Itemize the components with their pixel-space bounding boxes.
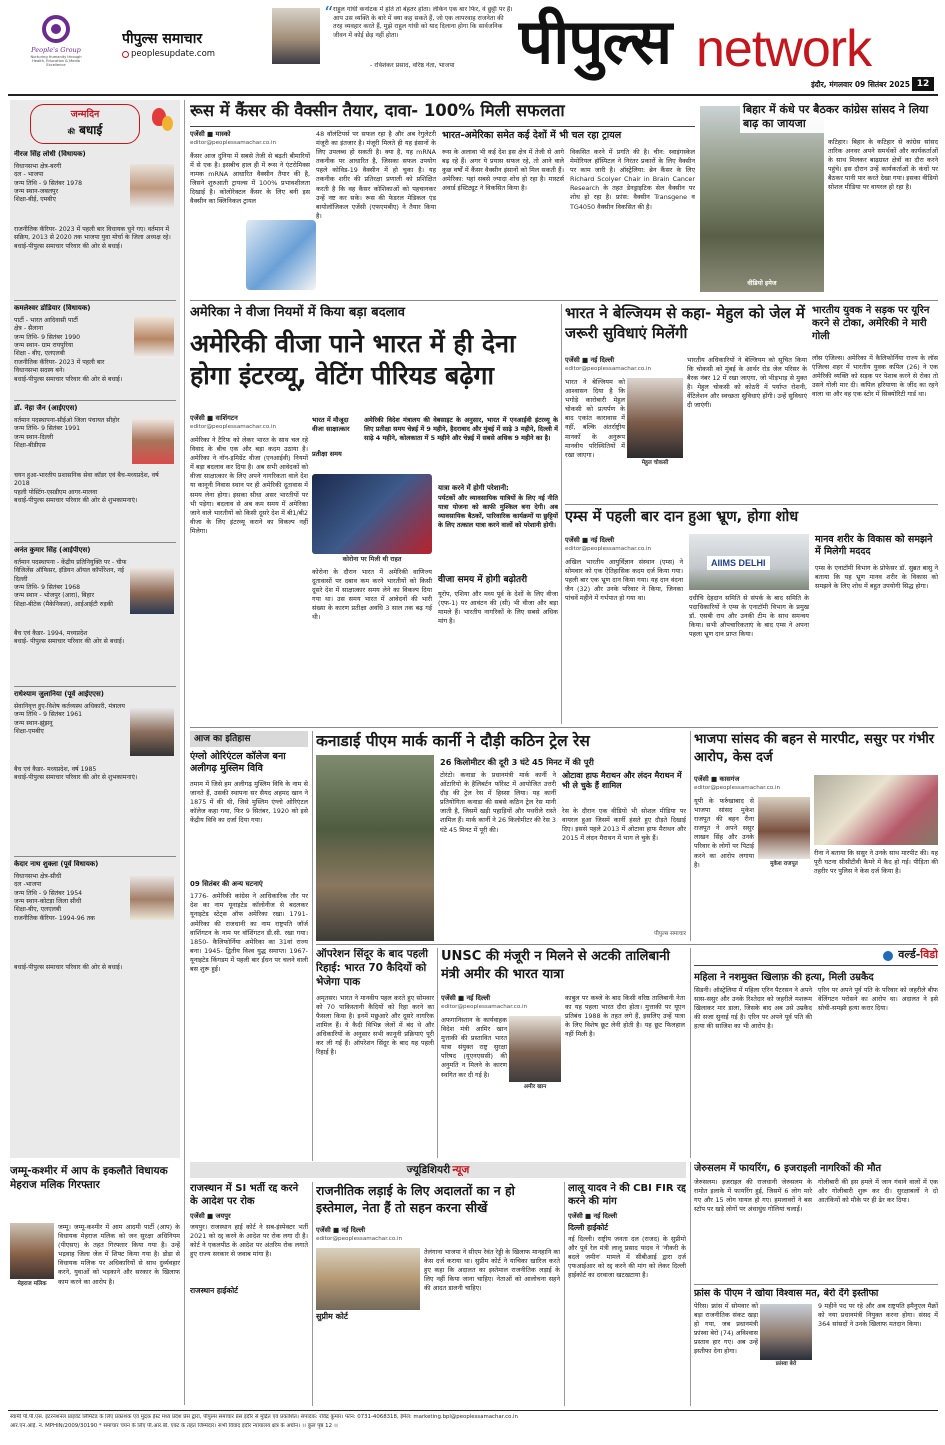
person-detail: बधाई-पीपुल्स समाचार परिवार की ओर से बधाई।: [14, 375, 123, 383]
person-detail: जन्म स्थान-जबलपुर: [14, 188, 59, 196]
bihar-body: कटिहार। बिहार के कटिहार से कांग्रेस सांसद तारिक अनवर अपने समर्थकों और कार्यकर्ताओं के साथ मिलकर बाढ़ग्रस्त क्षेत्रों का दौरा करने पहुंचे। इस दौरान उन्हें कार्यकर्ताओं के कंधों पर बैठकर पानी पार करते देखा गया। इसका वीडियो सोशल मीडिया पर वायरल हो रहा है।: [828, 138, 938, 192]
visa-box-label-1: भारत में मौजूदा वीजा साक्षात्कार: [312, 416, 350, 433]
group-name: People's Group: [31, 46, 81, 54]
courts-body: तेलंगाना भाजपा ने सीएम रेवंत रेड्डी के खिलाफ मानहानि का केस दर्ज कराया था। सुप्रीम कोर्ट ने याचिका खारिज करते हुए कहा कि अदालत का इस्तेमाल राजनीतिक लड़ाई के लिए नहीं किया जाना चाहिए। नेताओं को आलोचना सहने की आदत डालनी चाहिए।: [424, 1248, 560, 1293]
quote-box: [324, 6, 514, 70]
courts-story: [316, 1182, 560, 1406]
courts-sub: सुप्रीम कोर्ट: [316, 1312, 348, 1321]
section-rule: [694, 1284, 938, 1285]
person-detail: जन्म तिथि - 9 सितंबर 1954: [14, 889, 83, 897]
person-detail: जन्म स्थान-झुंझनू: [14, 719, 53, 727]
footer-line-1: स्वामी पी.पी.एस. इंटरनेशनल प्राइवेट लिमिटेड के लिए प्रकाशक एवं मुद्रक ईस्ट मध्य प्रदेश प्रेस द्वारा, पीपुल्स समाचार प्रेस इंदौर से मुद्रित एवं प्रकाशित। संपादक: रविंद्र कुमार। फोन: 0731-4068318, ईमेल: marketing.bpl@peoplessamachar.co.in: [10, 1414, 518, 1420]
aiims-email: editor@peoplessamachar.co.in: [565, 546, 652, 552]
aiims-photo: [689, 534, 809, 590]
france-headline: फ्रांस के पीएम ने खोया विश्वास मत, बेरो देंगे इस्तीफा: [694, 1288, 879, 1299]
carney-body-2: रेस के दौरान एक वीडियो भी सोशल मीडिया पर वायरल हुआ जिसमें कार्नी हंसते हुए दौड़ते दिखाई दिए। इससे पहले 2013 में ओटावा हाफ मैराथन और 2015 में लंदन मैराथन में भाग ले चुके हैं।: [562, 807, 686, 843]
france-photo-caption: फ्रांस्वा बेरो: [775, 1361, 797, 1367]
column-divider: [184, 100, 185, 1405]
bihar-story: [700, 100, 938, 296]
carney-story: [316, 731, 686, 941]
visa-kicker: अमेरिका ने वीजा नियमों में किया बड़ा बदलाव: [190, 305, 406, 320]
cancer-body-1: कैंसर आज दुनिया में सबसे तेजी से बढ़ती बीमारियों में से एक है। इसबीच हाल ही में रूस ने एंटरोमिक्स नामक mRNA आधारित वैक्सीन तैयार की है, जिसने शुरुआती ट्रायल्स में 100% प्रभावशीलता दिखाई है। कोलोरेक्टल कैंसर के लिए बनी इस वैक्सीन का क्लिनिकल ट्रायल: [190, 152, 310, 206]
aiims-body-1: अखिल भारतीय आयुर्विज्ञान संस्थान (एम्स) ने सोमवार को एक ऐतिहासिक कदम दर्ज किया गया। पहली बार एक भ्रूण दान किया गया। यह दान वंदना जैन (32) और उनके परिवार ने किया, जिनका पांचवें महीने में गर्भपात हो गया था।: [565, 558, 683, 603]
person-detail: शिक्षा-बीडीएस: [14, 442, 46, 450]
mehul-photo-caption: मेहुल चोकसी: [641, 460, 669, 466]
person-name: केदार नाथ शुक्ला (पूर्व विधायक): [14, 860, 99, 868]
visa-sub-1: यात्रा करने में होगी परेशानी:: [438, 484, 509, 492]
globe-icon: [883, 951, 893, 961]
itihas-headline: एंग्लो ओरिएंटल कॉलेज बना अलीगढ़ मुस्लिम विवि: [190, 751, 286, 775]
cancer-story: [190, 100, 695, 300]
person-photo: [130, 568, 174, 614]
birthday-title-top: जन्मदिन: [70, 109, 100, 120]
bjp-mp-body-1: यूपी के फर्रुखाबाद से भाजपा सांसद मुकेश राजपूत की बहन रीना राजपूत ने अपने ससुर लाखन सिंह और उनके परिवार के लोगों पर पिटाई करने का आरोप लगाया है।: [694, 797, 754, 869]
person-detail: बधाई- पीपुल्स समाचार परिवार की ओर से बधाई।: [14, 638, 125, 646]
person-detail: पहली पोस्टिंग-एसडीएम आगर-मालवा: [14, 488, 98, 496]
si-sub: राजस्थान हाईकोर्ट: [190, 1285, 238, 1295]
birthday-column: [10, 100, 180, 1158]
person-detail: जन्म तिथि- 9 सितंबर 1968: [14, 584, 81, 592]
carney-body-1: टोरंटो। कनाडा के प्रधानमंत्री मार्क कार्नी ने ओंटारियो के हैलिबर्टन फॉरेस्ट में आयोजित उत्तरी दौड़ की ट्रेल रेस में हिस्सा लिया। यह कार्नी प्रतियोगिता कनाडा की सबसे कठिन ट्रेल रेस मानी जाती है, जिसमें खड़ी पहाड़ियों और पथरीले रास्ते शामिल हैं। मार्क कार्नी ने 26 किलोमीटर की रेस 3 घंटे 45 मिनट में पूरी की।: [440, 771, 556, 834]
aiims-body-2: दधीचि देहदान समिति से संपर्क के बाद समिति के पदाधिकारियों ने एम्स के एनाटॉमी विभाग के प्रमुख डॉ. एसबी राय और उनकी टीम के साथ समन्वय किया। सभी औपचारिकताएं के बाद एम्स ने अपना पहला भ्रूण दान प्राप्त किया।: [689, 594, 809, 639]
world-video-body: सिडनी। ऑस्ट्रेलिया में महिला एरिन पैटरसन ने अपने सास-ससुर और उनके रिश्तेदार को जहरीले मशरूम खिलाकर मार डाला, जिसके बाद अब उसे उम्रकैद की सजा सुनाई गई है। एरिन पर अपने पूर्व पति की हत्या की साजिश का भी आरोप है।: [694, 986, 812, 1031]
bihar-photo: [700, 106, 824, 292]
carney-headline: कनाडाई पीएम मार्क कार्नी ने दौड़ी कठिन ट्रेल रेस: [316, 732, 590, 750]
person-detail: जन्म स्थान - भोजपुर (आरा), बिहार: [14, 592, 94, 600]
person-name: कमलेश्वर डोडियार (विधायक): [14, 304, 91, 312]
footer: [10, 1414, 936, 1442]
person-detail: विधानसभा क्षेत्र-बरगी: [14, 163, 62, 170]
carney-subhead-2: ओटावा हाफ मैराथन और लंदन मैराथन में भी ले चुके हैं शामिल: [562, 771, 682, 791]
jk-photo: [10, 1223, 54, 1279]
section-rule: [565, 504, 938, 505]
birthday-entry: [14, 150, 176, 310]
unsc-headline: UNSC की मंजूरी न मिलने से अटकी तालिबानी मंत्री अमीर की भारत यात्रा: [441, 949, 670, 982]
column-divider: [312, 731, 313, 1161]
column-divider: [312, 1182, 313, 1406]
person-detail: बैच एवं कैडर- मध्यप्रदेश, वर्ष 1985: [14, 766, 97, 773]
judiciary-band: [190, 1162, 686, 1178]
courts-byline: एजेंसी ■ नई दिल्ली: [316, 1226, 366, 1234]
person-detail: जन्म तिथि - 9 सितंबर 1961: [14, 711, 83, 719]
person-detail: बधाई-पीपुल्स समाचार परिवार की ओर से बधाई।: [14, 964, 123, 971]
jk-headline: जम्मू-कश्मीर में आप के इकलौते विधायक मेहराज मलिक गिरफ्तार: [10, 1165, 168, 1191]
aiims-sub: मानव शरीर के विकास को समझने में मिलेगी मददद: [815, 534, 933, 558]
column-divider: [561, 304, 562, 724]
mehul-story: [565, 304, 807, 500]
cancer-subhead: भारत-अमेरिका समेत कई देशों में भी चल रहा ट्रायल: [442, 130, 622, 141]
person-name: डॉ. नेहा जैन (आईएएस): [14, 404, 78, 412]
visa-sub-2-body: यूरोप, एशिया और मध्य पूर्व के देशों के लिए वीजा (एफ-1) पर आवंटन की (सी) भी वीजा और बड़ा मामले हैं। भारतीय नागरिकों के लिए सबसे अधिक मांग है।: [438, 590, 558, 626]
lalu-body: नई दिल्ली। राष्ट्रीय जनता दल (राजद) के सुप्रीमो और पूर्व रेल मंत्री लालू प्रसाद यादव ने 'नौकरी के बदले जमीन' मामले में सीबीआई द्वारा दर्ज एफआईआर को रद्द करने की मांग को लेकर दिल्ली हाईकोर्ट का दरवाजा खटखटाया है।: [568, 1235, 686, 1280]
quote-mark-icon: “: [324, 6, 334, 24]
world-video-body-2: एरिन पर अपने पूर्व पति के परिवार को जहरीले बीफ वेलिंगटन परोसने का आरोप था। अदालत ने इसे सोची-समझी हत्या करार दिया।: [818, 986, 938, 1013]
cancer-email: editor@peoplessamachar.co.in: [190, 140, 277, 146]
passport-photo: [312, 474, 432, 554]
france-body-2: 9 महीने पद पर रहे और अब राष्ट्रपति इमैनुएल मैक्रों को नया प्रधानमंत्री नियुक्त करना होगा। संसद में 364 सांसदों ने उनके खिलाफ मतदान किया।: [818, 1302, 938, 1329]
visa-email: editor@peoplessamachar.co.in: [190, 424, 277, 430]
visa-wait-box: [312, 416, 558, 472]
footer-rule: [8, 1410, 938, 1411]
si-byline: एजेंसी ■ जयपुर: [190, 1212, 231, 1220]
section-rule: [190, 300, 938, 301]
person-detail: राजनीतिक कॅरियर- 2023 में पहली बार विधायक चुने गए। वर्तमान में सक्रिय, 2013 से 2020 तक भाजपा युवा मोर्चा के जिला अध्यक्ष रहे।: [14, 226, 171, 242]
courts-email: editor@peoplessamachar.co.in: [316, 1236, 403, 1242]
person-detail: वर्तमान पदस्थापना-सीईओ जिला पंचायत सीहोर: [14, 417, 120, 424]
person-detail: दल - भाजपा: [14, 171, 44, 179]
world-video-story: [694, 948, 938, 1158]
cancer-body-2: 48 वॉलंटियर्स पर सफल रहा है और अब रेगुलेटरी मंजूरी का इंतजार है। मंजूरी मिलते ही यह इंसानों के लिए उपलब्ध हो सकती है। क्या है, यह mRNA तकनीक पर आधारित है, जिसका सफल उपयोग पहले कोविड-19 वैक्सीन में हो चुका है। यह तकनीक शरीर की प्रतिरक्षा प्रणाली को प्रशिक्षित करती है कि वह कैंसर कोशिकाओं को पहचानकर उन्हें नष्ट कर सके। रूस की फेडरल मेडिकल एंड बायोलॉजिकल एजेंसी (एफएमबीए) ने तैयार किया है।: [316, 130, 436, 220]
masthead-rule: [8, 94, 938, 96]
birthday-header: [30, 104, 140, 144]
itihas-story: [190, 731, 308, 1161]
masthead: [0, 0, 945, 100]
si-body: जयपुर। राजस्थान हाई कोर्ट ने सब-इंस्पेक्टर भर्ती 2021 को रद्द करने के आदेश पर रोक लगा दी है। कोर्ट ने एकलपीठ के आदेश पर अंतरिम रोक लगाते हुए राज्य सरकार से जवाब मांगा है।: [190, 1222, 308, 1259]
person-detail: क्षेत्र - सैलाना: [14, 325, 44, 333]
group-tagline: Nurturing Humanity through Health, Education & Media Excellence: [30, 54, 82, 68]
aiims-sub-body: एम्स के एनाटॉमी विभाग के प्रोफेसर डॉ. सुब्रत बासु ने बताया कि यह भ्रूण मानव शरीर के विकास को समझने के लिए शोध में बहुत उपयोगी सिद्ध होगा।: [815, 564, 938, 591]
unsc-email: editor@peoplessamachar.co.in: [441, 1004, 528, 1010]
bjp-mp-byline: एजेंसी ■ कासगंज: [694, 775, 740, 783]
section-rule: [190, 727, 938, 728]
unsc-byline: एजेंसी ■ नई दिल्ली: [441, 994, 491, 1002]
mehul-photo: [627, 378, 683, 458]
jerusalem-story: [694, 1162, 938, 1282]
person-photo: [130, 708, 174, 756]
itihas-label: [190, 731, 308, 747]
bjp-mp-incident-photo: [814, 775, 938, 845]
itihas-events: 1776- अमेरिकी कांग्रेस ने आधिकारिक तौर पर देश का नाम यूनाइटेड कॉलोनीज से बदलकर यूनाइटेड स्टेट्स ऑफ अमेरिका रखा। 1791- अमेरिका की राजधानी का नाम राष्ट्रपति जॉर्ज वाशिंगटन के नाम पर वॉशिंगटन डी.सी. रखा गया। 1850- कैलिफोर्निया अमेरिका का 31वां राज्य बना। 1945- द्वितीय विश्व युद्ध समाप्त। 1967- यूनाइटेड किंगडम में पहली बार ईंधन पर चलने वाली बस शुरू हुई।: [190, 892, 308, 974]
bjp-mp-email: editor@peoplessamachar.co.in: [694, 785, 781, 791]
world-video-label: [694, 948, 938, 966]
samachar-title: पीपुल्स समाचार: [122, 31, 203, 47]
column-divider: [690, 948, 691, 1158]
world-video-label-2: विडो: [920, 948, 938, 961]
unsc-body-1: अफगानिस्तान के कार्यवाहक विदेश मंत्री आमिर खान मुत्ताकी की प्रस्तावित भारत यात्रा संयुक्त राष्ट्र सुरक्षा परिषद (यूएनएससी) की अनुमति न मिलने के कारण स्थगित कर दी गई है।: [441, 1016, 507, 1079]
person-name: अनंत कुमार सिंह (आईपीएस): [14, 546, 91, 554]
cancer-byline: एजेंसी ■ मास्को: [190, 130, 231, 138]
unsc-story: [441, 948, 685, 1158]
bayrou-photo: [760, 1304, 812, 1360]
person-detail: राजनीतिक कॅरियर- 2023 में पहली बार विधानसभा सदस्य बने।: [14, 358, 105, 375]
amir-khan-photo: [509, 1016, 561, 1082]
aiims-headline: एम्स में पहली बार दान हुआ भ्रूण, होगा शोध: [565, 509, 799, 525]
aiims-sign: AIIMS DELHI: [707, 556, 770, 570]
birthday-entry: [14, 860, 176, 990]
world-video-headline: महिला ने नशमुक्त खिलाफ़ की हत्या, मिली उम्रकैद: [694, 971, 874, 983]
bjp-mp-body-2: रीना ने बताया कि ससुर ने उनके साथ मारपीट की। यह पूरी घटना सीसीटीवी कैमरे में कैद हो गई। पीड़िता की तहरीर पर पुलिस ने केस दर्ज किया है।: [814, 849, 938, 876]
peoples-group-logo: [26, 14, 86, 84]
mehul-email: editor@peoplessamachar.co.in: [565, 366, 652, 372]
balloon-icon: [162, 116, 173, 131]
person-detail: सेवानिवृत्त हुए-विशेष कर्तव्यस्थ अधिकारी, मंत्रालय: [14, 703, 125, 710]
visa-body-2: कोरोना के दौरान भारत में अमेरिकी वाणिज्य दूतावासों पर दबाव कम करने भारतीयों को किसी दूसरे देश में साक्षात्कार समय लेने का विकल्प दिया गया था। उस समय भारत में आवेदनों की भारी संख्या के कारण प्रतीक्षा अवधि 3 साल तक बढ़ गई थी।: [312, 568, 432, 622]
jerusalem-body-2: गोलीबारी की इस हमले में जान गंवाने वालों में एक और गोलीबारी शुरू कर दी। सुरक्षाबलों ने दो आतंकियों को मौके पर ही ढेर कर दिया।: [818, 1178, 938, 1205]
quote-author: - रविशंकर प्रसाद, वरिष्ठ नेता, भाजपा: [370, 62, 455, 69]
cancer-body-4: विकसित करने में प्रगति की है। चीन: स्वाइंगस्केल मेमोरियल हॉस्पिटल ने निरंतर प्रकारों के लिए वैक्सीन पर काम जारी है। ऑस्ट्रेलिया: ब्रेन कैंसर के लिए Richard Scolyer Chair in Brain Cancer Research के तहत डेनड्राइटिक सेल वैक्सीन पर शोध हो रहा है। फ्रांस: वैक्सीन Transgene व TG4050 वैक्सीन विकसित की है।: [570, 148, 695, 211]
quote-text: राहुल गांधी कर्नाटक में होते तो बेहतर होता। लेकिन एक बार फिर, वे छुट्टी पर हैं। आप उस व्यक्ति के बारे में क्या कह सकते हैं, जो एक लापरवाह राजनेता की तरह व्यवहार करते हैं, मुझे राहुल गांधी को याद दिलाना होगा कि सार्वजनिक जीवन में कोई छेड़ नहीं होता।: [333, 6, 513, 40]
courts-headline: राजनीतिक लड़ाई के लिए अदालतों का न हो इस्तेमाल, नेता हैं तो सहन करना सीखें: [316, 1183, 515, 1215]
person-detail: राजनीतिक कॅरियर- 1994-96 तक: [14, 914, 95, 922]
visa-box-text: अमेरिकी विदेश मंत्रालय की वेबसाइट के अनुसार, भारत में एनआईवी इंटरव्यू के लिए प्रतीक्षा समय चेन्नई में 9 महीने, हैदराबाद और मुंबई में साढ़े 3 महीने, दिल्ली में साढ़े 4 महीने, कोलकाता में 5 महीने और चेन्नई में सबसे अधिक 9 महीने का है।: [364, 416, 558, 443]
section-rule: [316, 944, 938, 945]
aiims-story: [565, 508, 938, 724]
column-divider: [564, 1182, 565, 1406]
person-detail: शिक्षा - बीए, एलएलबी: [14, 350, 65, 358]
france-body-1: पेरिस। फ्रांस में सोमवार को बड़ा राजनीतिक संकट खड़ा हो गया, जब प्रधानमंत्री फ्रांस्वा बेरो (74) अविश्वास प्रस्ताव हार गए। अब उन्हें इस्तीफा देना होगा।: [694, 1302, 758, 1356]
cancer-body-3: रूस के अलावा भी कई देश इस क्षेत्र में तेजी से आगे बढ़ रहे हैं। अगर ये प्रयास सफल रहे, तो आने वाले कुछ वर्षों में कैंसर वैक्सीन इंसानों को मिल सकती हैं। अमेरिका: यहां सबसे ज्यादा शोध हो रहा है। मास्टर्स अवार्ड इंस्टिट्यूट ने विकसित किया है।: [442, 148, 564, 193]
brand-hindi: पीपुल्स: [518, 5, 672, 78]
indian-killed-body: लॉस एंजिल्स। अमेरिका में कैलिफोर्निया राज्य के लॉस एंजिल्स शहर में भारतीय युवक कपिल (26) ने एक अमेरिकी व्यक्ति को सड़क पर पेशाब करने से रोका तो उसने गोली मार दी। कपिल हरियाणा के जींद का रहने वाला था और वह एक स्टोर में सिक्योरिटी गार्ड था।: [812, 354, 938, 399]
visa-box-label-2: प्रतीक्षा समय: [312, 450, 342, 458]
si-story: [190, 1182, 308, 1406]
bjp-mp-headline: भाजपा सांसद की बहन से मारपीट, ससुर पर गंभीर आरोप, केस दर्ज: [694, 732, 935, 765]
aiims-byline: एजेंसी ■ नई दिल्ली: [565, 536, 615, 544]
birthday-title-bottom: बधाई: [79, 122, 103, 137]
mehul-body-1: भारत ने बेल्जियम को आश्वासन दिया है कि भगोड़े कारोबारी मेहुल चोकसी को प्रत्यर्पण के बाद एकांत कारावास में नहीं, बल्कि अंतर्राष्ट्रीय मानकों के अनुरूप मानवीय परिस्थितियों में रखा जाएगा।: [565, 378, 625, 459]
entry-divider: [14, 300, 176, 301]
person-detail: विधानसभा क्षेत्र-सीधी: [14, 873, 62, 880]
mehul-headline: भारत ने बेल्जियम से कहा- मेहुल को जेल में जरूरी सुविधाएं मिलेंगी: [565, 304, 805, 342]
jerusalem-body-1: जेरुसलम। इजराइल की राजधानी जेरुसलम के रामोत इलाके में फायरिंग हुई, जिसमें 6 लोग मारे गए और 15 लोग घायल हो गए। हमलावरों ने बस स्टॉप पर खड़े लोगों पर अंधाधुंध गोलियां चलाईं।: [694, 1178, 812, 1214]
indian-killed-story: [812, 304, 938, 500]
person-photo: [132, 418, 174, 464]
operation-body: अमृतसर। भारत ने मानवीय पहल करते हुए सोमवार को 70 पाकिस्तानी कैदियों को रिहा करने का फैसला किया है। इनमें मछुआरे और दूसरे नागरिक शामिल हैं। ये कैदी विभिन्न जेलों में बंद थे और अधिकारियों के अनुसार सभी कानूनी प्रक्रियाएं पूरी कर ली गई हैं। ऑपरेशन सिंदूर के बाद यह पहली रिहाई है।: [316, 993, 434, 1057]
person-detail: जन्म स्थान-दिल्ली: [14, 433, 54, 441]
jk-body: जम्मू। जम्मू-कश्मीर में आम आदमी पार्टी (आप) के विधायक मेहराज मलिक को जन सुरक्षा अधिनियम (पीएसए) के तहत गिरफ्तार किया गया है। उन्हें भद्रवाह जिला जेल में शिफ्ट किया गया है। डोडा से विधायक मलिक पर अधिकारियों से साथ दुर्व्यवहार करने, युवाओं को भड़काने और सरकार के खिलाफ काम करने का आरोप है।: [58, 1223, 180, 1286]
footer-line-2: आर.एन.आई. नं. MPHIN/2009/30190 * समाचार चयन के लिए पी.आर.बी. एक्ट के तहत जिम्मेदार। सभी विवाद इंदौर न्यायालय क्षेत्र के अधीन। ।। कुल पृष्ठ 12 ।।: [10, 1423, 338, 1430]
bihar-headline: बिहार में कंधे पर बैठकर कांग्रेस सांसद ने लिया बाढ़ का जायजा: [740, 102, 938, 133]
itihas-label-text: आज का इतिहास: [194, 734, 251, 744]
bjp-mp-photo-caption: मुकेश राजपूत: [770, 861, 798, 867]
lalu-headline: लालू यादव ने की CBI FIR रद्द करने की मांग: [568, 1183, 686, 1207]
mehul-byline: एजेंसी ■ नई दिल्ली: [565, 356, 615, 364]
itihas-sub: 09 सितंबर की अन्य घटनाएं: [190, 879, 263, 888]
quote-speaker-photo: [272, 8, 320, 64]
si-headline: राजस्थान में SI भर्ती रद्द करने के आदेश पर रोक: [190, 1183, 299, 1207]
jk-photo-caption: मेहराज मलिक: [17, 1281, 47, 1287]
web-globe-icon: [122, 51, 129, 58]
person-detail: चयन हुआ-भारतीय प्रशासनिक सेवा कॉडर एवं बैच-मध्यप्रदेश, वर्ष 2018: [14, 472, 159, 488]
lalu-sub: दिल्ली हाईकोर्ट: [568, 1222, 609, 1232]
judiciary-label-1: ज्यूडिशियरी: [406, 1164, 451, 1176]
person-detail: शिक्षा-बीटेक (मैकेनिकल), आईआईटी रुड़की: [14, 600, 114, 608]
person-detail: वर्तमान पदस्थापना - केंद्रीय प्रतिनियुक्ति पर - चीफ विजिलेंस ऑफिसर, इंडियन ऑयल कॉर्पोरेशन, नई दिल्ली: [14, 559, 127, 583]
page-number: 12: [912, 77, 934, 91]
mehul-body-2: भारतीय अधिकारियों ने बेल्जियम को सूचित किया कि चोकसी को मुंबई के आर्थर रोड जेल परिसर के बैरक नंबर 12 में रखा जाएगा, जो भीड़भाड़ से मुक्त है। मेहुल चोकसी को कोठरी में पर्याप्त रोशनी, वेंटिलेशन और स्वच्छता सुविधाएं होंगी। उन्हें सुविधाएं दी जाएंगी।: [687, 356, 807, 410]
person-detail: बैच एवं कैडर- 1994, मध्यप्रदेश: [14, 630, 88, 637]
jk-story: [10, 1165, 180, 1405]
person-detail: जन्म तिथि- 9 सितंबर 1991: [14, 425, 81, 433]
carney-credit: पीपुल्स समाचार: [654, 931, 686, 937]
person-photo: [130, 874, 174, 920]
column-divider: [437, 948, 438, 1158]
website[interactable]: peoplesupdate.com: [131, 48, 216, 59]
person-detail: जन्म तिथि- 9 सितंबर 1990: [14, 333, 81, 341]
person-detail: बधाई-पीपुल्स समाचार परिवार की ओर से शुभकामनाएं।: [14, 774, 138, 782]
itihas-body: तमाम में जिसे हम अलीगढ़ मुस्लिम विवि के नाम से जानते हैं, उसकी स्थापना सर सैयद अहमद खान ने 1875 में की थी, जिसे मुस्लिम एंग्लो ओरिएंटल कॉलेज कहा गया, फिर 9 सितंबर, 1920 को इसे केंद्रीय विवि का दर्जा दिया गया।: [190, 779, 308, 825]
person-detail: जन्म स्थान- ग्राम रायपुरिया: [14, 342, 74, 350]
person-photo: [130, 164, 174, 208]
person-detail: जन्म तिथि - 9 सितंबर 1978: [14, 179, 83, 187]
unsc-photo-caption: अमीर खान: [523, 1084, 547, 1090]
entry-divider: [14, 542, 176, 543]
indian-killed-headline: भारतीय युवक ने सड़क पर यूरिन करने से टोका, अमेरिकी ने मारी गोली: [812, 305, 930, 342]
person-detail: दल -भाजपा: [14, 881, 42, 889]
brand-logo: [518, 4, 938, 84]
entry-divider: [14, 856, 176, 857]
visa-story: [190, 304, 558, 724]
headline-rule: [190, 126, 695, 127]
visa-sub-2: वीजा समय में होगी बढ़ोतरी: [438, 575, 528, 585]
birthday-title-mid: की: [67, 127, 75, 136]
person-detail: शिक्षा-बीए, एलएलबी: [14, 906, 61, 914]
person-name: नीरज सिंह लोधी (विधायक): [14, 150, 86, 158]
carney-subhead: 26 किलोमीटर की दूरी 3 घंटे 45 मिनट में की पूरी: [440, 757, 594, 767]
visa-photo-caption: कोरोना पर मिली थी राहत: [342, 556, 402, 563]
lalu-byline: एजेंसी ■ नई दिल्ली: [568, 1212, 618, 1220]
visa-sub-1-body: पर्यटकों और व्यावसायिक यात्रियों के लिए नई नीति यात्रा योजना को काफी मुश्किल बना देगी। अब व्यावसायिक बैठकों, पारिवारिक कार्यक्रमों या छुट्टियों के लिए तत्काल यात्रा करने वालों को परेशानी होगी।: [438, 494, 558, 530]
person-detail: जन्म स्थान-कोटड़ा जिला सीधी: [14, 898, 82, 906]
france-story: [694, 1288, 938, 1406]
person-photo: [134, 316, 174, 358]
entry-divider: [14, 686, 176, 687]
visa-byline: एजेंसी ■ वाशिंगटन: [190, 414, 238, 422]
person-detail: बधाई-पीपुल्स समाचार परिवार की ओर से शुभकामनाएं।: [14, 497, 138, 505]
column-divider: [690, 731, 691, 941]
group-emblem-icon: [41, 14, 71, 44]
unsc-body-2: काबुल पर कब्जे के बाद किसी वरिष्ठ तालिबानी नेता का यह पहला भारत दौरा होता। मुत्ताकी पर यूएन प्रतिबंध 1988 के तहत लगे हैं, इसलिए उन्हें यात्रा के लिए विशेष छूट लेनी होती है। यह छूट फिलहाल नहीं मिली है।: [565, 994, 685, 1039]
jerusalem-headline: जेरुसलम में फायरिंग, 6 इजराइली नागरिकों की मौत: [694, 1163, 882, 1174]
samachar-logo: [122, 30, 262, 70]
lalu-story: [568, 1182, 686, 1406]
column-divider: [690, 1162, 691, 1406]
visa-headline: अमेरिकी वीजा पाने भारत में ही देना होगा इंटरव्यू, वेटिंग पीरियड बढ़ेगा: [190, 328, 516, 390]
bjp-mp-story: [694, 731, 938, 941]
vaccine-photo: [246, 220, 316, 290]
bihar-photo-caption: वीडियो इमेज: [747, 280, 777, 287]
mukesh-photo: [758, 797, 810, 859]
carney-photo: [316, 755, 434, 941]
person-detail: शिक्षा-बीई, एमबीए: [14, 196, 56, 204]
supreme-court-photo: [316, 1248, 420, 1310]
brand-english: network: [696, 20, 872, 78]
person-name: राधेश्याम जुलानिया (पूर्व आईएएस): [14, 690, 104, 698]
world-video-label-1: वर्ल्ड-: [898, 948, 921, 961]
operation-story: [316, 948, 434, 1158]
entry-divider: [14, 400, 176, 401]
dateline: इंदौर, मंगलवार 09 सितंबर 2025: [811, 80, 910, 89]
visa-body: अमेरिका ने टैरिफ को लेकर भारत के साथ चल रहे विवाद के बीच एक और बड़ा कदम उठाया है। अमेरिका ने नॉन-इमिग्रेंट वीजा (एनआईवी) नियमों में बड़ा बदलाव कर दिया है। अब सभी आवेदकों को वीजा साक्षात्कार के लिए अपने नागरिकता वाले देश या कानूनी निवास स्थान पर ही अमेरिकी दूतावास में समय लेना होगा। इसका सीधा असर भारतीयों पर भी पड़ेगा। बदलाव से अब कम समय में अमेरिका जाने वाले भारतीयों को किसी दूसरे देश में बी1/बी2 वीजा के लिए इंटरव्यू कराने का विकल्प नहीं मिलेगा।: [190, 436, 308, 535]
person-detail: शिक्षा-एमबीए: [14, 728, 44, 736]
operation-headline: ऑपरेशन सिंदूर के बाद पहली रिहाई: भारत 70 कैदियों को भेजेगा पाक: [316, 948, 429, 988]
cancer-headline: रूस में कैंसर की वैक्सीन तैयार, दावा- 100% मिली सफलता: [190, 101, 565, 120]
judiciary-label-2: न्यूज: [452, 1164, 470, 1176]
person-detail: पार्टी - भारत आदिवासी पार्टी: [14, 317, 78, 324]
person-detail: बधाई-पीपुल्स समाचार परिवार की ओर से बधाई।: [14, 242, 123, 250]
